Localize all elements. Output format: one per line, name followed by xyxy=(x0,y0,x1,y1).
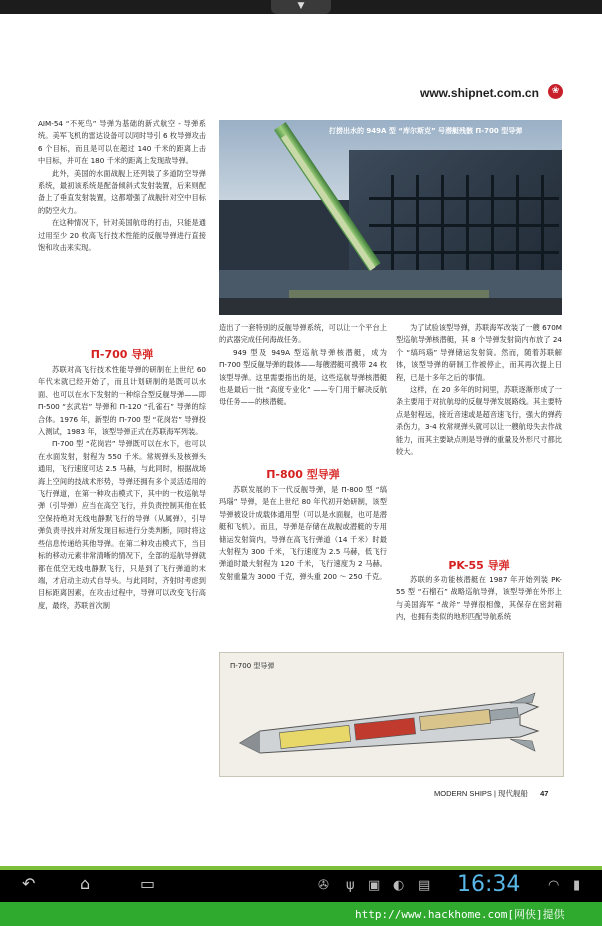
paragraph: 造出了一套特别的反舰导弹系统，可以让一个平台上的武器完成任何海战任务。 xyxy=(219,323,387,345)
paragraph: 苏联的多功能核潜艇在 1987 年开始列装 PK-55 型 “石榴石” 战略巡航导弹，该型导弹在外形上与美国海军 “战斧” 导弹很相像，其保存在密封箱内，也拥有类似的地形匹配导航系统 xyxy=(396,575,562,622)
site-url: www.shipnet.com.cn xyxy=(420,86,539,100)
android-debug-icon: ✇ xyxy=(318,878,329,893)
column-2-top xyxy=(219,322,387,409)
page-number: 47 xyxy=(540,789,549,798)
column-3-top xyxy=(396,322,562,458)
paragraph: 949 型及 949A 型巡航导弹核潜艇，成为 П-700 型反舰导弹的载体——每艘潜艇可携带 24 枚该型导弹。这里需要指出的是，这些巡航导弹核潜艇也是最后一批 “高度专业化” ——专门用于解决反航母任务——的核潜艇。 xyxy=(219,347,387,407)
section-title-pk55: PK-55 导弹 xyxy=(448,559,510,572)
usb-icon: ψ xyxy=(346,878,355,893)
column-2-bottom xyxy=(219,484,387,583)
paragraph: 苏联发展的下一代反舰导弹，是 П-800 型 “缟玛瑙” 导弹，是在上世纪 80 年代初开始研制，该型导弹被设计成载体通用型（可以是水面舰，也可是潜艇和飞机）。而且，导弹是存储在战舰或潜艇的专用储运发射筒内，导弹在高飞行弹道（14 千米）时最大射程为 300 千米，飞行速度为 2.5 马赫，低飞行弹道时最大射程为 120 千米，飞行速度为 2 马赫。发射重量为 3000 千克，弹头重 200 ～ 250 千克。 xyxy=(219,485,387,581)
submarine-photo xyxy=(219,120,562,315)
wifi-icon: ◠ xyxy=(548,878,560,893)
status-clock: 16:34 xyxy=(457,872,521,897)
app-notification-icon: ▣ xyxy=(368,878,381,893)
watermark-bar xyxy=(0,902,602,926)
paragraph: 在这种情况下，针对美国航母的打击，只能是通过用至少 20 枚高飞行技术性能的反舰导弹进行直接饱和攻击来实现。 xyxy=(38,218,206,253)
home-icon[interactable]: ⌂ xyxy=(80,874,91,893)
sd-card-icon: ▤ xyxy=(418,878,431,893)
chevron-down-icon: ▼ xyxy=(297,1,305,11)
page-footer xyxy=(434,788,548,799)
section-title-p700: П-700 导弹 xyxy=(90,348,154,361)
paragraph: 此外，美国的水面战舰上还列装了多道防空导弹系统，最初该系统是配备倾斜式发射装置，后来则配备上了垂直发射装置，这都增强了战舰针对空中目标的防空火力。 xyxy=(38,168,206,215)
paragraph: П-700 型 “花岗岩” 导弹既可以在水下，也可以在水面发射，射程为 550 千米。常规弹头及核弹头通用，飞行速度可达 2.5 马赫，与此同时，根据战场海上空间的技战术形势，导弹还拥有多个灵活适用的飞行弹道，在第一种攻击模式下，其中的一枚巡航导弹（引导弹）应当在高空飞行，并负责控制其他在低空保持绝对无线电静默飞行的导弹（从属弹），引导弹负责寻找并对所发现目标进行分类判断，同时将这些信息传递给其他导弹。在第二种攻击模式下，当目标的移动元素非常清晰的情况下，全部的巡航导弹就都在低空无线电静默飞行，只是到了飞行弹道的末端，才启动主动式自导头。与此同时，齐射时考虑到目标距离因素，在攻击过程中，导弹可以改变飞行高度，最终，苏联首次制 xyxy=(38,439,206,610)
paragraph: AIM-54 “不死鸟” 导弹为基础的新式航空 - 导弹系统。美军飞机的雷达设备可以同时导引 6 枚导弹攻击 6 个目标，而且是可以在超过 140 千米的距离上击中目标，并可在 180 千米的距离上发现敌导弹。 xyxy=(38,119,206,166)
column-3-bottom xyxy=(396,574,562,624)
missile-cutaway-icon xyxy=(220,653,563,776)
missile-caption: П-700 型导弹 xyxy=(230,662,275,670)
photo-caption: 打捞出水的 949A 型 “库尔斯克” 号潜艇残骸 П-700 型导弹 xyxy=(329,127,523,135)
battery-icon: ▮ xyxy=(573,878,581,893)
magazine-name: MODERN SHIPS | 现代舰船 xyxy=(434,789,529,798)
watermark-text: http://www.hackhome.com[网侠]提供 xyxy=(355,908,565,921)
paragraph: 这样，在 20 多年的时间里，苏联逐渐形成了一条主要用于对抗航母的反舰导弹发展路线。其主要特点是射程远，接近音速或是超音速飞行，强大的弹药杀伤力，3-4 枚常规弹头就可以让一艘航母失去作战能力，而其主要缺点则是导弹的重量及外形尺寸都比较大。 xyxy=(396,385,562,457)
paragraph: 苏联对高飞行技术性能导弹的研制在上世纪 60 年代末就已经开始了，而且计划研制的是既可以水面、也可以在水下发射的一种综合型反舰导弹——即 П-500 “玄武岩” 导弹和 П-120 “孔雀石” 导弹的综合体。1976 年，新型的 П-700 型 “花岗岩” 导弹投入测试，1983 年，该型导弹正式在苏联海军列装。 xyxy=(38,365,206,437)
column-1-bottom xyxy=(38,364,206,612)
missile-illustration xyxy=(219,652,564,777)
pull-down-tab[interactable] xyxy=(271,0,331,14)
column-1-top xyxy=(38,118,206,254)
recent-apps-icon[interactable]: ▭ xyxy=(140,874,156,893)
site-logo-icon: ❀ xyxy=(548,84,563,99)
section-title-p800: П-800 型导弹 xyxy=(266,468,340,481)
back-icon[interactable]: ↶ xyxy=(22,874,36,893)
paragraph: 为了试验该型导弹，苏联海军改装了一艘 670M 型巡航导弹核潜艇，其 8 个导弹发射筒内布放了 24 个 “缟玛瑙” 导弹储运发射筒。然而，随着苏联解体，该型导弹的研制工作被停止，而其再次提上日程，已是十多年之后的事情。 xyxy=(396,323,562,382)
app-notification-icon-2: ◐ xyxy=(393,878,405,893)
